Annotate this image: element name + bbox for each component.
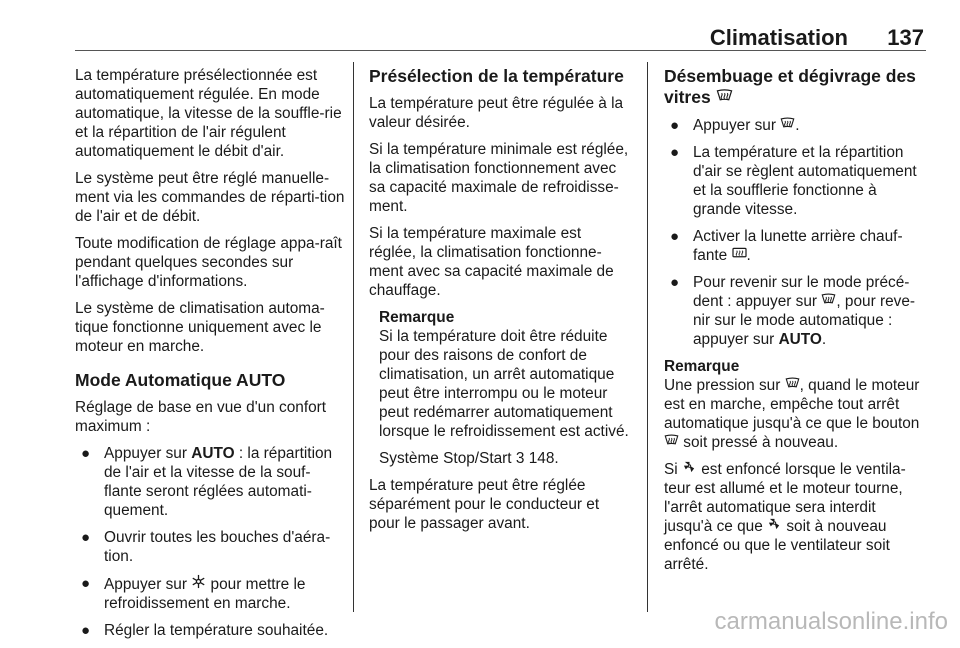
column-left: [75, 66, 345, 648]
note-body: Si la température doit être réduite pour des raisons de confort de climatisation, un arrêt automatique peut être interrompu ou le moteur peut redémarrer automatiquement lorsque le refroidissement est activé.: [379, 328, 629, 440]
snowflake-ac-icon: [191, 574, 206, 591]
watermark: carmanualsonline.info: [714, 608, 948, 635]
header-rule: [75, 50, 926, 51]
auto-button-label: AUTO: [191, 445, 235, 462]
page-number: 137: [887, 25, 924, 50]
note-box: [664, 357, 926, 452]
paragraph: La température peut être réglée séparément pour le conducteur et pour le passager avant.: [369, 477, 600, 532]
list-item: ● Régler la température souhaitée.: [81, 622, 329, 639]
bullet-icon: ●: [670, 274, 680, 291]
paragraph: Le système peut être réglé manuelle-ment via les commandes de réparti-tion de l'air et de débit.: [75, 170, 345, 225]
paragraph: Le système de climatisation automa-tique fonctionne uniquement avec le moteur en marche.: [75, 300, 325, 355]
bullet-icon: ●: [81, 575, 91, 592]
paragraph: Réglage de base en vue d'un confort maximum :: [75, 399, 327, 435]
fan-icon: [682, 460, 697, 476]
page-title: Climatisation: [709, 25, 848, 50]
list-item: ● Appuyer sur AUTO : la répartition de l'air et la vitesse de la souf-flante seront réglées automati-quement.: [81, 445, 333, 519]
bullet-list: [664, 116, 926, 349]
bullet-icon: ●: [81, 445, 91, 462]
auto-button-label: AUTO: [778, 331, 822, 348]
windscreen-defrost-icon: [821, 293, 836, 308]
bullet-icon: ●: [670, 144, 680, 161]
windscreen-defrost-icon: [716, 89, 733, 105]
column-right: [664, 66, 926, 582]
paragraph: La température présélectionnée est automatiquement régulée. En mode automatique, la vitesse de la souffle-rie et la répartition de l'air régulent automatiquement le débit d'air.: [75, 67, 342, 160]
column-middle: [369, 66, 632, 541]
note-body: Une pression sur , quand le moteur est en marche, empêche tout arrêt automatique jusqu'à ce que le bouton soit pressé à nouveau.: [664, 377, 920, 451]
list-item: ● Ouvrir toutes les bouches d'aéra-tion.: [81, 529, 331, 565]
bullet-icon: ●: [670, 117, 680, 134]
note-box: [369, 308, 632, 468]
paragraph: Toute modification de réglage appa-raît pendant quelques secondes sur l'affichage d'informations.: [75, 235, 342, 290]
paragraph: Si la température minimale est réglée, la climatisation fonctionnement avec sa capacité maximale de refroidisse-ment.: [369, 141, 629, 215]
list-item: ● Appuyer sur pour mettre le refroidissement en marche.: [81, 575, 306, 612]
bullet-icon: ●: [81, 529, 91, 546]
note-heading: Remarque: [379, 309, 455, 326]
page-header: [75, 26, 926, 50]
paragraph: Si la température maximale est réglée, la climatisation fonctionne-ment avec sa capacité maximale de chauffage.: [369, 225, 614, 299]
column-divider: [353, 62, 354, 612]
paragraph: La température peut être régulée à la valeur désirée.: [369, 95, 624, 131]
cross-reference: Système Stop/Start 3 148.: [379, 450, 559, 467]
fan-icon: [767, 517, 782, 533]
list-item: ● Appuyer sur .: [670, 117, 800, 134]
windscreen-defrost-icon: [780, 117, 795, 132]
section-heading-auto-mode: Mode Automatique AUTO: [75, 370, 286, 390]
bullet-icon: ●: [670, 228, 680, 245]
windscreen-defrost-icon: [785, 377, 800, 392]
windscreen-defrost-icon: [664, 434, 679, 449]
note-heading: Remarque: [664, 358, 740, 375]
bullet-icon: ●: [81, 622, 91, 639]
bullet-list: [75, 444, 345, 640]
section-heading-temperature: Présélection de la température: [369, 66, 624, 86]
column-divider: [647, 62, 648, 612]
rear-window-heating-icon: [732, 247, 747, 262]
list-item: ● Activer la lunette arrière chauf-fante .: [670, 228, 903, 264]
reference-arrow-icon: 3: [515, 450, 525, 467]
paragraph: Si est enfoncé lorsque le ventila-teur est allumé et le moteur tourne, l'arrêt automatique sera interdit jusqu'à ce que soit à nouveau enfoncé ou que le ventilateur soit arrêté.: [664, 461, 906, 573]
list-item: ● Pour revenir sur le mode précé-dent : appuyer sur , pour reve-nir sur le mode automatique : appuyer sur AUTO.: [670, 274, 916, 348]
list-item: ● La température et la répartition d'air se règlent automatiquement et la soufflerie fonctionne à grande vitesse.: [670, 144, 917, 218]
section-heading-defrost: Désembuage et dégivrage des vitres: [664, 66, 916, 107]
